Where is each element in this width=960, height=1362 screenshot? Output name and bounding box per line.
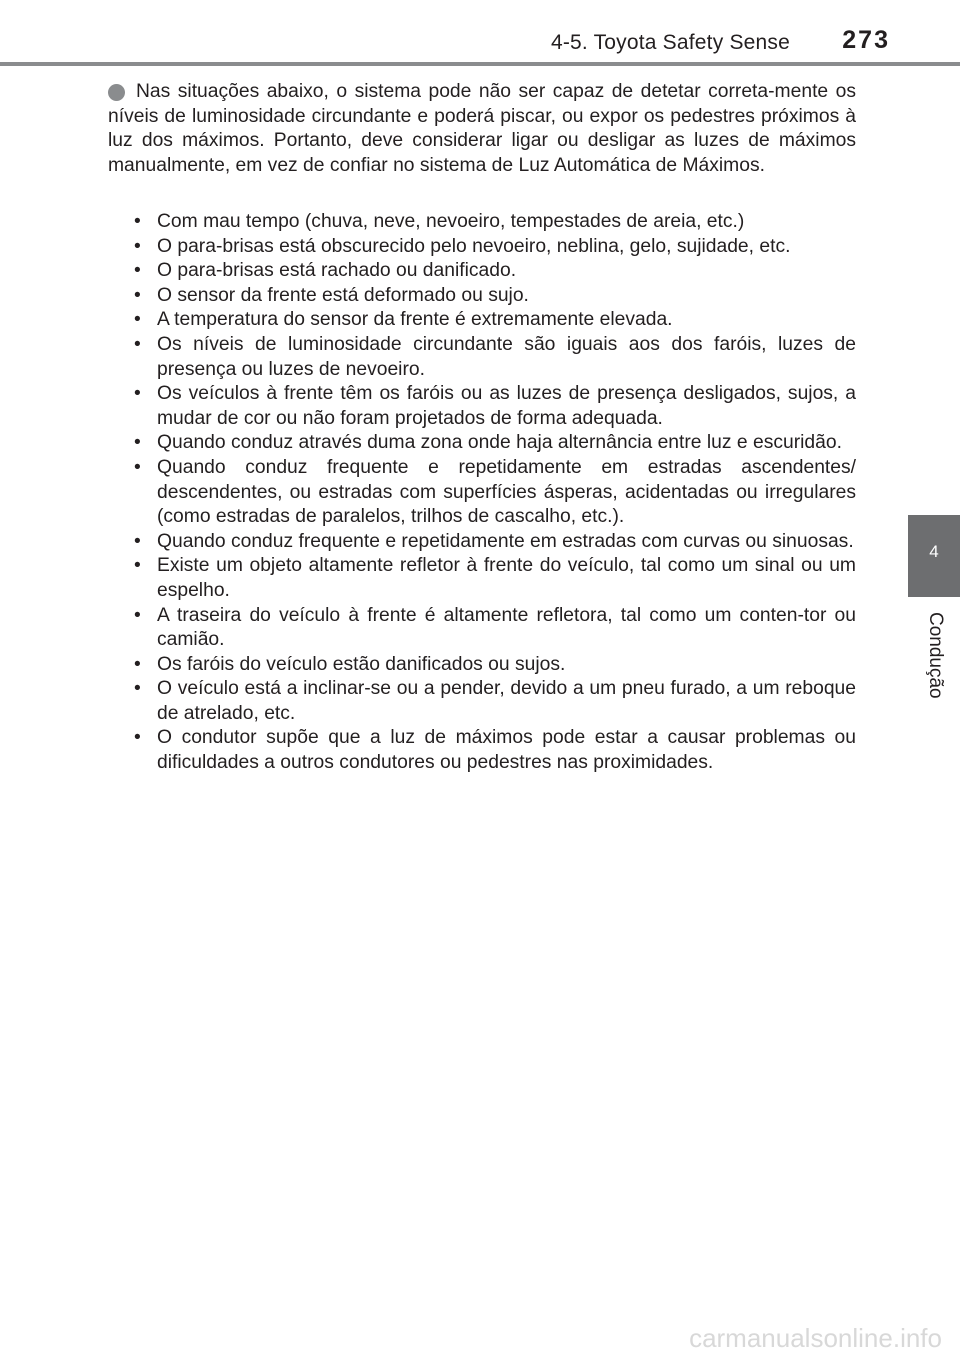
chapter-tab	[908, 515, 960, 597]
list-item	[134, 382, 856, 431]
list-item-text: Existe um objeto altamente refletor à frente do veículo, tal como um sinal ou um espelho.	[157, 555, 856, 601]
bullet-mark: •	[134, 653, 141, 675]
bullet-mark: •	[134, 284, 141, 306]
bullet-mark: •	[134, 383, 141, 405]
chapter-number: 4	[929, 542, 939, 561]
list-item-text: Quando conduz frequente e repetidamente em estradas ascendentes/ descendentes, ou estradas com superfícies ásperas, acidentadas ou irregulares (como estradas de paralelos, trilhos de cascalho, etc.).	[157, 456, 856, 528]
list-item-text: O sensor da frente está deformado ou sujo.	[157, 284, 529, 306]
page-number: 273	[842, 26, 890, 54]
list-item-text: Quando conduz através duma zona onde haja alternância entre luz e escuridão.	[157, 432, 842, 454]
list-item-text: Os veículos à frente têm os faróis ou as luzes de presença desligados, sujos, a mudar de cor ou não foram projetados de forma adequada.	[157, 383, 856, 429]
list-item	[134, 235, 856, 260]
bullet-mark: •	[134, 211, 141, 232]
bullet-mark: •	[134, 309, 141, 331]
chapter-label: Condução	[925, 612, 946, 699]
list-item-text: Com mau tempo (chuva, neve, nevoeiro, tempestades de areia, etc.)	[157, 211, 745, 232]
bullet-mark: •	[134, 678, 141, 700]
list-item	[134, 210, 856, 235]
list-item	[134, 726, 856, 775]
header-rule	[0, 62, 960, 66]
bullet-mark: •	[134, 432, 141, 454]
list-item-text: O para-brisas está rachado ou danificado.	[157, 260, 517, 282]
list-item-text: Os faróis do veículo estão danificados ou sujos.	[157, 653, 566, 675]
bullet-mark: •	[134, 235, 141, 257]
list-item-text: O para-brisas está obscurecido pelo nevoeiro, neblina, gelo, sujidade, etc.	[157, 235, 791, 257]
list-item	[134, 431, 856, 456]
bullet-mark: •	[134, 456, 141, 478]
bullet-mark: •	[134, 727, 141, 749]
list-item-text: O condutor supõe que a luz de máximos pode estar a causar problemas ou dificuldades a outros condutores ou pedestres nas proximidades.	[157, 727, 856, 774]
list-item-text: Quando conduz frequente e repetidamente em estradas com curvas ou sinuosas.	[157, 530, 854, 552]
list-item-text: O veículo está a inclinar-se ou a pender, devido a um pneu furado, a um reboque de atrelado, etc.	[157, 678, 856, 724]
bullet-mark: •	[134, 530, 141, 552]
list-item	[134, 308, 856, 333]
list-item	[134, 333, 856, 382]
conditions-list	[134, 210, 856, 776]
list-item	[134, 284, 856, 309]
list-item-text: Os níveis de luminosidade circundante são iguais aos dos faróis, luzes de presença ou luzes de nevoeiro.	[157, 333, 856, 380]
watermark: carmanualsonline.info	[689, 1323, 942, 1353]
bullet-mark: •	[134, 555, 141, 577]
section-title: 4-5. Toyota Safety Sense	[550, 31, 790, 54]
list-item	[134, 604, 856, 653]
list-item	[134, 554, 856, 603]
list-item	[134, 530, 856, 555]
bullet-mark: •	[134, 260, 141, 282]
list-item	[134, 259, 856, 284]
bullet-mark: •	[134, 333, 141, 355]
list-item	[134, 677, 856, 726]
page-header	[0, 0, 960, 66]
list-item	[134, 653, 856, 678]
intro-paragraph: Nas situações abaixo, o sistema pode não ser capaz de detetar correta-mente os níveis de luminosidade circundante e poderá piscar, ou expor os pedestres próximos à luz dos máximos. Portanto, deve considerar ligar ou desligar as luzes de máximos manualmente, em vez de confiar no sistema de Luz Automática de Máximos.	[108, 81, 856, 176]
list-item-text: A temperatura do sensor da frente é extremamente elevada.	[157, 309, 673, 331]
list-item	[134, 456, 856, 530]
bullet-mark: •	[134, 604, 141, 626]
list-item-text: A traseira do veículo à frente é altamente refletora, tal como um conten-tor ou camião.	[157, 604, 856, 651]
